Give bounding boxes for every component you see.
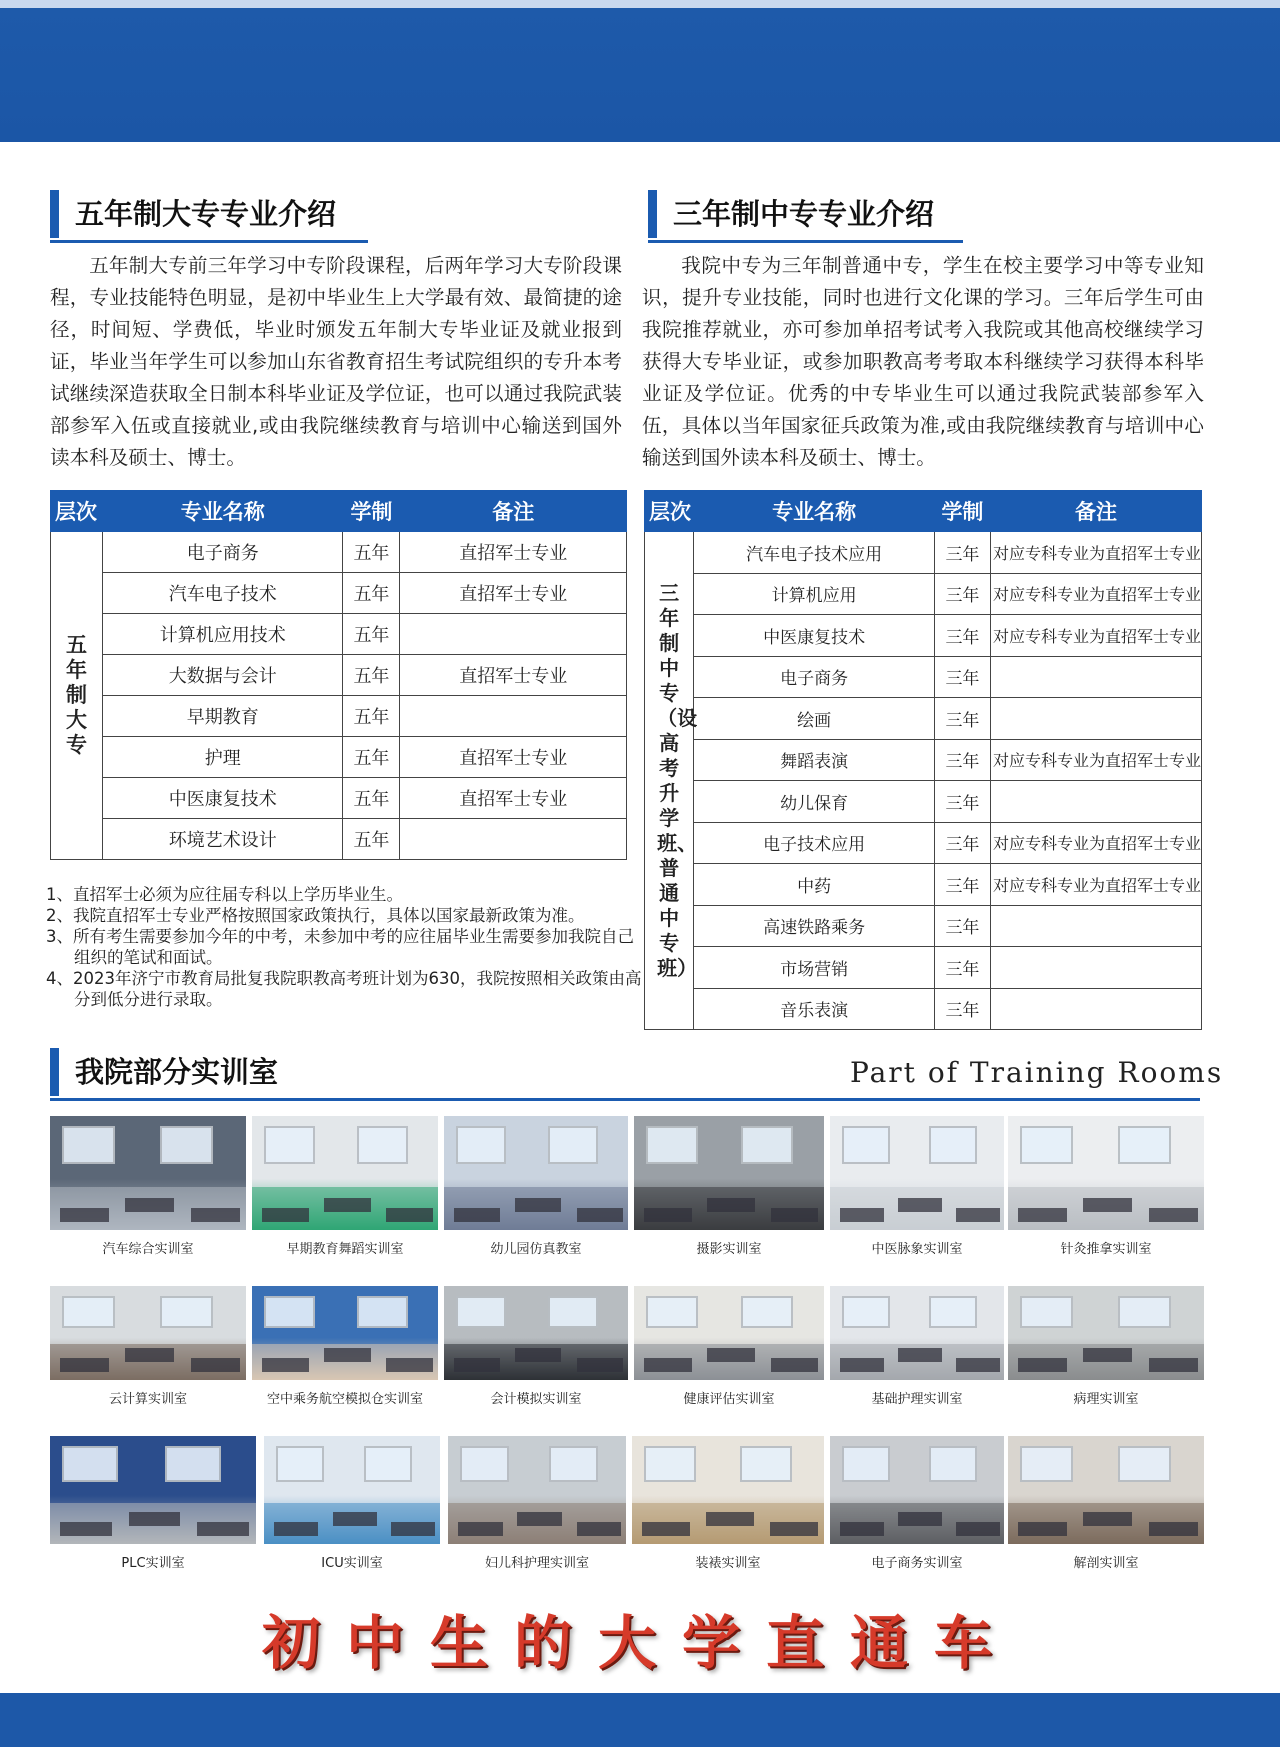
program-note: 直招军士专业 <box>400 532 627 573</box>
photo-window <box>1118 1446 1171 1482</box>
program-note: 对应专科专业为直招军士专业 <box>990 864 1201 906</box>
training-room-caption: 摄影实训室 <box>634 1236 824 1264</box>
program-row <box>51 614 627 655</box>
program-duration: 五年 <box>343 819 400 860</box>
photo-equipment <box>333 1512 377 1526</box>
training-room-card <box>50 1436 256 1578</box>
training-room-photo <box>252 1286 438 1380</box>
note-item: 1、直招军士必须为应往届专科以上学历毕业生。 <box>46 885 403 904</box>
photo-equipment <box>125 1348 174 1362</box>
photo-window <box>842 1446 890 1482</box>
program-duration: 三年 <box>934 781 990 823</box>
photo-equipment <box>1149 1208 1198 1222</box>
training-english-title: Part of Training Rooms <box>850 1056 1224 1089</box>
photo-window <box>929 1446 977 1482</box>
photo-equipment <box>644 1208 692 1222</box>
note-item: 4、2023年济宁市教育局批复我院职教高考班计划为630，我院按照相关政策由高分到低分进行录取。 <box>46 969 642 1009</box>
header-notes: 备注 <box>400 491 627 532</box>
training-room-card <box>444 1116 628 1264</box>
three-year-intro-paragraph: 我院中专为三年制普通中专，学生在校主要学习中等专业知识，提升专业技能，同时也进行文化课的学习。三年后学生可由我院推荐就业，亦可参加单招考试考入我院或其他高校继续学习获得大专毕业证，或参加职教高考考取本科继续学习获得本科毕业证及学位证。优秀的中专毕业生可以通过我院武装部参军入伍，具体以当年国家征兵政策为准,或由我院继续教育与培训中心输送到国外读本科及硕士、博士。 <box>642 254 1204 469</box>
training-room-caption: 病理实训室 <box>1008 1386 1204 1414</box>
photo-equipment <box>577 1358 623 1372</box>
program-name: 护理 <box>102 737 343 778</box>
photo-equipment <box>454 1208 500 1222</box>
program-note: 直招军士专业 <box>400 737 627 778</box>
photo-equipment <box>706 1512 754 1526</box>
photo-window <box>740 1446 792 1482</box>
header-program-name: 专业名称 <box>102 491 343 532</box>
photo-equipment <box>840 1208 884 1222</box>
photo-window <box>842 1296 890 1328</box>
five-year-notes <box>46 884 646 1010</box>
training-room-caption: 空中乘务航空模拟仓实训室 <box>252 1386 438 1414</box>
bottom-banner <box>0 1693 1280 1747</box>
training-room-card <box>634 1286 824 1414</box>
program-name: 绘画 <box>694 698 935 740</box>
photo-equipment <box>840 1358 884 1372</box>
photo-window <box>548 1296 598 1328</box>
training-room-photo <box>1008 1116 1204 1230</box>
program-note <box>400 696 627 737</box>
program-note <box>990 947 1201 989</box>
training-room-photo <box>444 1286 628 1380</box>
photo-equipment <box>1083 1512 1132 1526</box>
program-duration: 三年 <box>934 864 990 906</box>
program-note: 对应专科专业为直招军士专业 <box>990 739 1201 781</box>
photo-window <box>165 1446 221 1482</box>
photo-equipment <box>391 1522 435 1536</box>
program-name: 舞蹈表演 <box>694 739 935 781</box>
program-row <box>51 778 627 819</box>
training-room-photo <box>444 1116 628 1230</box>
photo-equipment <box>515 1198 561 1212</box>
photo-window <box>741 1296 793 1328</box>
program-name: 中医康复技术 <box>102 778 343 819</box>
training-room-card <box>264 1436 440 1578</box>
training-room-card <box>830 1286 1004 1414</box>
photo-equipment <box>1083 1198 1132 1212</box>
training-room-card <box>50 1286 246 1414</box>
training-room-photo <box>252 1116 438 1230</box>
training-room-card <box>252 1116 438 1264</box>
photo-equipment <box>577 1208 623 1222</box>
program-name: 中药 <box>694 864 935 906</box>
training-room-card <box>1008 1436 1204 1578</box>
photo-equipment <box>644 1358 692 1372</box>
program-row <box>51 737 627 778</box>
program-duration: 三年 <box>934 947 990 989</box>
photo-equipment <box>1018 1208 1067 1222</box>
program-row <box>645 573 1202 615</box>
photo-equipment <box>898 1198 942 1212</box>
training-room-card <box>830 1116 1004 1264</box>
photo-equipment <box>1018 1522 1067 1536</box>
program-duration: 三年 <box>934 905 990 947</box>
program-row <box>645 822 1202 864</box>
header-notes: 备注 <box>990 491 1201 532</box>
program-note: 对应专科专业为直招军士专业 <box>990 822 1201 864</box>
program-name: 计算机应用技术 <box>102 614 343 655</box>
program-duration: 三年 <box>934 532 990 574</box>
photo-window <box>1118 1126 1171 1164</box>
training-room-photo <box>50 1436 256 1544</box>
program-note: 直招军士专业 <box>400 778 627 819</box>
photo-window <box>456 1126 506 1164</box>
program-note: 对应专科专业为直招军士专业 <box>990 532 1201 574</box>
program-row <box>645 988 1202 1030</box>
note-item: 3、所有考生需要参加今年的中考，未参加中考的应往届毕业生需要参加我院自己组织的笔试和面试。 <box>46 927 634 967</box>
training-room-photo <box>448 1436 626 1544</box>
program-name: 早期教育 <box>102 696 343 737</box>
program-duration: 三年 <box>934 698 990 740</box>
three-year-program-table <box>644 490 1202 1030</box>
photo-window <box>929 1126 977 1164</box>
program-row <box>645 615 1202 657</box>
header-level: 层次 <box>645 491 694 532</box>
photo-equipment <box>956 1522 1000 1536</box>
photo-window <box>1020 1446 1073 1482</box>
program-row <box>645 781 1202 823</box>
training-room-caption: 妇儿科护理实训室 <box>448 1550 626 1578</box>
photo-window <box>357 1126 408 1164</box>
photo-equipment <box>515 1348 561 1362</box>
photo-window <box>1118 1296 1171 1328</box>
photo-window <box>264 1126 315 1164</box>
training-room-card <box>830 1436 1004 1578</box>
photo-equipment <box>1083 1348 1132 1362</box>
program-row <box>645 698 1202 740</box>
photo-equipment <box>60 1522 112 1536</box>
training-room-card <box>50 1116 246 1264</box>
photo-equipment <box>840 1522 884 1536</box>
program-note: 对应专科专业为直招军士专业 <box>990 615 1201 657</box>
program-name: 中医康复技术 <box>694 615 935 657</box>
training-room-caption: ICU实训室 <box>264 1550 440 1578</box>
program-note <box>400 614 627 655</box>
photo-equipment <box>642 1522 690 1536</box>
program-note: 直招军士专业 <box>400 573 627 614</box>
program-duration: 三年 <box>934 988 990 1030</box>
training-room-caption: 云计算实训室 <box>50 1386 246 1414</box>
level-label: 五年制大专 <box>65 633 87 757</box>
photo-window <box>646 1296 698 1328</box>
photo-window <box>364 1446 412 1482</box>
photo-window <box>357 1296 408 1328</box>
training-room-photo <box>264 1436 440 1544</box>
training-room-card <box>632 1436 824 1578</box>
photo-equipment <box>956 1208 1000 1222</box>
photo-window <box>1020 1126 1073 1164</box>
training-room-photo <box>634 1116 824 1230</box>
photo-equipment <box>1149 1522 1198 1536</box>
photo-equipment <box>386 1208 433 1222</box>
photo-equipment <box>707 1198 755 1212</box>
five-year-section-title: 五年制大专专业介绍 <box>50 190 336 238</box>
program-row <box>51 819 627 860</box>
photo-equipment <box>262 1358 309 1372</box>
program-name: 音乐表演 <box>694 988 935 1030</box>
training-room-photo <box>50 1286 246 1380</box>
header-program-name: 专业名称 <box>694 491 935 532</box>
training-section-title: 我院部分实训室 <box>50 1048 278 1096</box>
program-note <box>990 698 1201 740</box>
training-room-caption: 基础护理实训室 <box>830 1386 1004 1414</box>
header-level: 层次 <box>51 491 103 532</box>
photo-window <box>741 1126 793 1164</box>
photo-equipment <box>197 1522 249 1536</box>
program-name: 大数据与会计 <box>102 655 343 696</box>
program-note <box>990 656 1201 698</box>
photo-equipment <box>324 1198 371 1212</box>
photo-equipment <box>386 1358 433 1372</box>
photo-equipment <box>454 1358 500 1372</box>
training-room-caption: 健康评估实训室 <box>634 1386 824 1414</box>
program-note <box>400 819 627 860</box>
level-cell <box>645 532 698 1030</box>
photo-equipment <box>771 1208 819 1222</box>
photo-window <box>264 1296 315 1328</box>
program-row <box>51 573 627 614</box>
header-duration: 学制 <box>934 491 990 532</box>
training-room-caption: 会计模拟实训室 <box>444 1386 628 1414</box>
program-name: 电子商务 <box>694 656 935 698</box>
photo-window <box>842 1126 890 1164</box>
photo-equipment <box>1149 1358 1198 1372</box>
program-name: 电子商务 <box>102 532 343 573</box>
program-note <box>990 988 1201 1030</box>
photo-window <box>62 1126 115 1164</box>
training-room-caption: 解剖实训室 <box>1008 1550 1204 1578</box>
top-banner <box>0 0 1280 142</box>
training-room-photo <box>634 1286 824 1380</box>
photo-window <box>62 1446 118 1482</box>
training-room-caption: 幼儿园仿真教室 <box>444 1236 628 1264</box>
program-row <box>645 947 1202 989</box>
program-duration: 三年 <box>934 615 990 657</box>
photo-equipment <box>129 1512 181 1526</box>
program-duration: 五年 <box>343 532 400 573</box>
training-room-caption: 汽车综合实训室 <box>50 1236 246 1264</box>
photo-equipment <box>577 1522 622 1536</box>
program-duration: 五年 <box>343 696 400 737</box>
program-duration: 五年 <box>343 573 400 614</box>
program-name: 高速铁路乘务 <box>694 905 935 947</box>
program-note <box>990 781 1201 823</box>
slogan: 初中生的大学直通车 <box>261 1609 1018 1677</box>
photo-window <box>456 1296 506 1328</box>
training-room-photo <box>50 1116 246 1230</box>
photo-equipment <box>262 1208 309 1222</box>
program-note: 对应专科专业为直招军士专业 <box>990 573 1201 615</box>
program-name: 汽车电子技术 <box>102 573 343 614</box>
program-name: 计算机应用 <box>694 573 935 615</box>
header-duration: 学制 <box>343 491 400 532</box>
photo-window <box>646 1126 698 1164</box>
photo-window <box>160 1126 213 1164</box>
training-room-photo <box>632 1436 824 1544</box>
photo-equipment <box>60 1358 109 1372</box>
photo-window <box>62 1296 115 1328</box>
photo-equipment <box>956 1358 1000 1372</box>
program-row <box>645 739 1202 781</box>
program-duration: 五年 <box>343 655 400 696</box>
program-row <box>645 905 1202 947</box>
program-duration: 五年 <box>343 778 400 819</box>
program-row <box>51 655 627 696</box>
program-name: 汽车电子技术应用 <box>694 532 935 574</box>
photo-window <box>548 1126 598 1164</box>
photo-equipment <box>191 1208 240 1222</box>
training-room-photo <box>1008 1436 1204 1544</box>
program-name: 电子技术应用 <box>694 822 935 864</box>
program-row <box>645 864 1202 906</box>
training-room-card <box>252 1286 438 1414</box>
photo-equipment <box>324 1348 371 1362</box>
program-name: 环境艺术设计 <box>102 819 343 860</box>
photo-equipment <box>707 1348 755 1362</box>
five-year-intro-paragraph: 五年制大专前三年学习中专阶段课程，后两年学习大专阶段课程，专业技能特色明显，是初中毕业生上大学最有效、最简捷的途径，时间短、学费低，毕业时颁发五年制大专毕业证及就业报到证，毕业当年学生可以参加山东省教育招生考试院组织的专升本考试继续深造获取全日制本科毕业证及学位证，也可以通过我院武装部参军入伍或直接就业,或由我院继续教育与培训中心输送到国外读本科及硕士、博士。 <box>50 254 622 469</box>
training-room-caption: 装裱实训室 <box>632 1550 824 1578</box>
level-cell <box>51 532 103 860</box>
training-room-photo <box>1008 1286 1204 1380</box>
program-name: 市场营销 <box>694 947 935 989</box>
program-duration: 五年 <box>343 614 400 655</box>
program-duration: 三年 <box>934 573 990 615</box>
photo-equipment <box>191 1358 240 1372</box>
three-year-section-title: 三年制中专专业介绍 <box>648 190 934 238</box>
training-room-caption: 中医脉象实训室 <box>830 1236 1004 1264</box>
photo-equipment <box>898 1512 942 1526</box>
program-row <box>51 696 627 737</box>
program-row <box>645 656 1202 698</box>
five-year-program-table <box>50 490 627 860</box>
photo-window <box>929 1296 977 1328</box>
photo-window <box>276 1446 324 1482</box>
photo-window <box>160 1296 213 1328</box>
program-note: 直招军士专业 <box>400 655 627 696</box>
training-room-card <box>444 1286 628 1414</box>
photo-equipment <box>1018 1358 1067 1372</box>
photo-window <box>460 1446 509 1482</box>
program-note <box>990 905 1201 947</box>
photo-equipment <box>517 1512 562 1526</box>
training-room-card <box>448 1436 626 1578</box>
program-duration: 三年 <box>934 822 990 864</box>
training-room-card <box>634 1116 824 1264</box>
photo-window <box>549 1446 598 1482</box>
training-room-photo <box>830 1116 1004 1230</box>
program-duration: 三年 <box>934 656 990 698</box>
training-room-card <box>1008 1286 1204 1414</box>
program-duration: 三年 <box>934 739 990 781</box>
training-room-caption: 针灸推拿实训室 <box>1008 1236 1204 1264</box>
photo-equipment <box>125 1198 174 1212</box>
training-room-photo <box>830 1286 1004 1380</box>
training-room-caption: PLC实训室 <box>50 1550 256 1578</box>
photo-equipment <box>771 1358 819 1372</box>
photo-window <box>1020 1296 1073 1328</box>
training-room-caption: 电子商务实训室 <box>830 1550 1004 1578</box>
program-row <box>51 532 627 573</box>
note-item: 2、我院直招军士专业严格按照国家政策执行，具体以国家最新政策为准。 <box>46 906 585 925</box>
photo-equipment <box>770 1522 818 1536</box>
photo-equipment <box>274 1522 318 1536</box>
program-row <box>645 532 1202 574</box>
training-room-card <box>1008 1116 1204 1264</box>
training-room-photo <box>830 1436 1004 1544</box>
photo-equipment <box>60 1208 109 1222</box>
photo-window <box>644 1446 696 1482</box>
photo-equipment <box>898 1348 942 1362</box>
photo-equipment <box>458 1522 503 1536</box>
level-label: 三年制中专（设高考升学班、普通中专班） <box>657 580 698 980</box>
program-name: 幼儿保育 <box>694 781 935 823</box>
training-room-caption: 早期教育舞蹈实训室 <box>252 1236 438 1264</box>
program-duration: 五年 <box>343 737 400 778</box>
